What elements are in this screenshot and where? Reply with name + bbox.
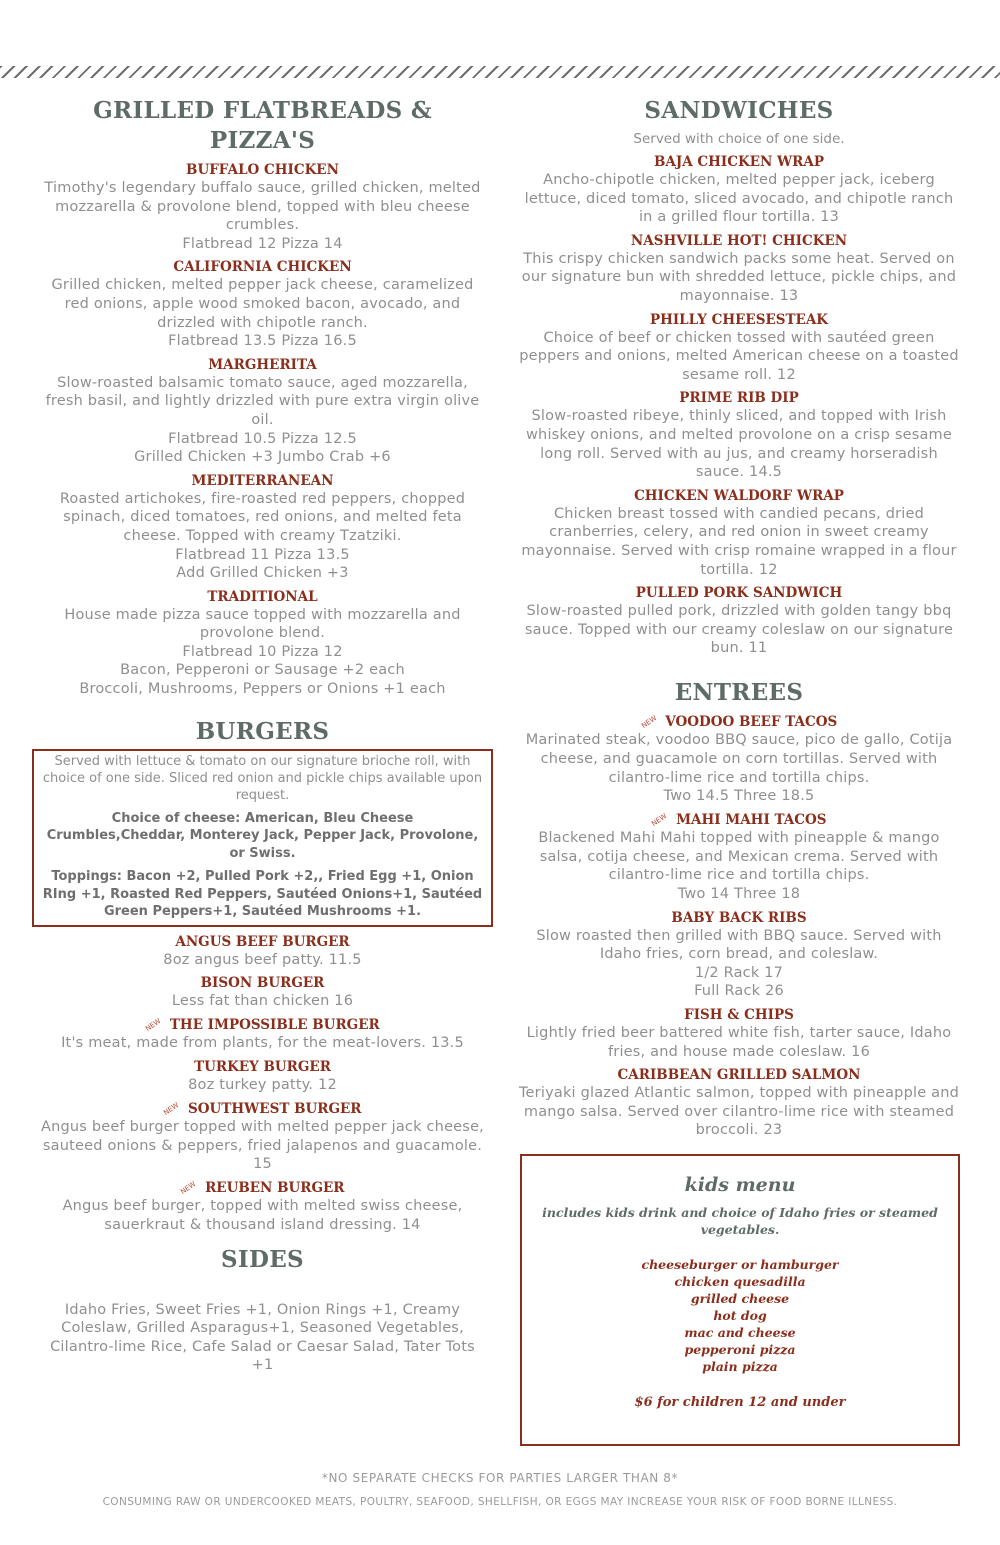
menu-item-name [40,258,485,276]
menu-item-name [518,153,960,171]
menu-item-title: PRIME RIB DIP [679,390,799,407]
menu-item-description: Slow-roasted ribeye, thinly sliced, and topped with Irish whiskey onions, and melted provolone on a crisp sesame long roll. Served with au jus, and creamy horseradish sauce. 14.5 [526,408,952,481]
menu-item-name [518,811,960,830]
topping-choices: Toppings: Bacon +2, Pulled Pork +2,, Fried Egg +1, Onion RIng +1, Roasted Red Peppers, Sautéed Onions+1, Sautéed Green Peppers+1, Sautéed Mushrooms +1. [42,869,483,920]
kids-menu-item: plain pizza [702,1359,778,1374]
menu-item-description: Slow-roasted balsamic tomato sauce, aged mozzarella, fresh basil, and lightly drizzled with pure extra virgin olive oil. [45,374,480,428]
menu-item-title: BABY BACK RIBS [671,909,807,926]
cheese-choices: Choice of cheese: American, Bleu Cheese Crumbles,Cheddar, Monterey Jack, Pepper Jack, Provolone, or Swiss. [46,810,479,861]
menu-item-title: CHICKEN WALDORF WRAP [634,487,844,504]
menu-item-title: PHILLY CHEESESTEAK [649,311,829,328]
menu-item-description: Marinated steak, voodoo BBQ sauce, pico de gallo, Cotija cheese, and guacamole on corn tortillas. Served with cilantro-lime rice and tortilla chips. [525,732,953,786]
menu-item-description: Lightly fried beer battered white fish, tarter sauce, Idaho fries, and house made coleslaw. 16 [526,1025,952,1060]
menu-item-description: Teriyaki glazed Atlantic salmon, topped with pineapple and mango salsa. Served over cilantro-lime rice with steamed broccoli. 23 [518,1085,960,1139]
menu-item-name [518,389,960,407]
menu-item-title: VOODOO BEEF TACOS [665,713,838,730]
menu-item-name [518,1006,960,1024]
menu-item-name [518,909,960,927]
menu-item-price: Broccoli, Mushrooms, Peppers or Onions +1 each [79,681,446,698]
flatbreads-title: GRILLED FLATBREADS & PIZZA'S [93,97,432,154]
menu-item-name [40,588,485,606]
menu-item-title: MAHI MAHI TACOS [676,811,827,828]
food-safety-warning: CONSUMING RAW OR UNDERCOOKED MEATS, POULTRY, SEAFOOD, SHELLFISH, OR EGGS MAY INCREASE YOUR RISK OF FOOD BORNE ILLNESS. [102,1496,898,1508]
menu-item-price: 1/2 Rack 17 [694,964,784,981]
menu-item-description: 8oz turkey patty. 12 [188,1076,337,1093]
menu-item-name [40,161,485,179]
menu-item-description: This crispy chicken sandwich packs some heat. Served on our signature bun with shredded lettuce, pickle chips, and mayonnaise. 13 [521,250,957,304]
menu-item-description: Less fat than chicken 16 [171,993,354,1010]
menu-item-name [518,584,960,602]
new-badge: NEW [162,1100,181,1118]
menu-item-name [518,311,960,329]
menu-item-description: 8oz angus beef patty. 11.5 [163,951,362,968]
kids-menu-item: chicken quesadilla [674,1274,806,1289]
menu-item-description: Angus beef burger topped with melted pepper jack cheese, sauteed onions & peppers, fried jalapenos and guacamole. 15 [41,1119,484,1173]
menu-item-description: Chicken breast tossed with candied pecans, dried cranberries, celery, and red onion in sweet creamy mayonnaise. Served with crisp romaine wrapped in a flour tortilla. 12 [521,505,957,578]
sides-title: SIDES [221,1245,304,1273]
menu-item-title: BISON BURGER [200,975,325,992]
menu-item-name [40,974,485,992]
menu-item-price: Two 14.5 Three 18.5 [663,788,815,805]
menu-item-title: SOUTHWEST BURGER [188,1100,362,1117]
menu-item-description: Timothy's legendary buffalo sauce, grilled chicken, melted mozzarella & provolone blend, topped with bleu cheese crumbles. [44,180,481,234]
sides-text: Idaho Fries, Sweet Fries +1, Onion Rings +1, Creamy Coleslaw, Grilled Asparagus+1, Seasoned Vegetables, Cilantro-lime Rice, Cafe Salad or Caesar Salad, Tater Tots +1 [50,1301,475,1374]
kids-menu-title: kids menu [684,1174,796,1196]
kids-menu-item: grilled cheese [690,1291,790,1306]
new-badge: NEW [650,812,669,829]
kids-menu-box [520,1154,960,1446]
menu-item-name [518,1066,960,1084]
menu-item-name [40,356,485,374]
menu-item-description: Roasted artichokes, fire-roasted red peppers, chopped spinach, diced tomatoes, red onions, and melted feta cheese. Topped with creamy Tzatziki. [59,490,466,544]
menu-item-title: ANGUS BEEF BURGER [175,933,350,950]
entrees-title: ENTREES [674,678,804,706]
menu-item-name [518,713,960,732]
menu-item-name [40,472,485,490]
menu-item-price: Two 14 Three 18 [677,886,801,903]
sandwiches-title: SANDWICHES [644,97,834,124]
sandwiches-subtitle: Served with choice of one side. [633,131,845,147]
menu-item-name [40,933,485,951]
menu-item-price: Flatbread 12 Pizza 14 [182,235,343,252]
menu-item-title: BAJA CHICKEN WRAP [653,154,825,170]
sandwich-list [518,153,960,658]
burgers-title: BURGERS [195,717,330,745]
new-badge: NEW [179,1180,198,1197]
menu-item-name [40,1016,485,1035]
menu-item-price: Flatbread 10 Pizza 12 [182,643,343,660]
kids-menu-item: hot dog [713,1308,767,1323]
menu-item-title: CALIFORNIA CHICKEN [173,259,352,276]
menu-item-title: THE IMPOSSIBLE BURGER [169,1016,380,1033]
menu-item-description: Grilled chicken, melted pepper jack cheese, caramelized red onions, apple wood smoked bacon, avocado, and drizzled with chipotle ranch. [51,277,474,331]
burger-info-box [32,749,493,927]
flatbread-list [40,161,485,699]
new-badge: NEW [144,1017,163,1034]
menu-item-description: It's meat, made from plants, for the meat-lovers. 13.5 [61,1035,464,1052]
kids-menu-list [522,1256,958,1375]
menu-item-title: TURKEY BURGER [194,1058,331,1075]
menu-item-name [40,1100,485,1119]
menu-item-description: Angus beef burger, topped with melted swiss cheese, sauerkraut & thousand island dressing. 14 [62,1198,463,1233]
menu-item-price: Full Rack 26 [694,983,784,1000]
menu-item-description: House made pizza sauce topped with mozzarella and provolone blend. [64,606,461,642]
menu-item-price: Grilled Chicken +3 Jumbo Crab +6 [134,449,391,466]
menu-item-title: MEDITERRANEAN [191,472,334,489]
kids-menu-item: cheeseburger or hamburger [641,1257,839,1272]
burger-list [40,933,485,1235]
menu-item-description: Ancho-chipotle chicken, melted pepper jack, iceberg lettuce, diced tomato, sliced avocado, and chipotle ranch in a grilled flour tortilla. 13 [524,172,954,226]
entree-list [518,713,960,1140]
burger-intro: Served with lettuce & tomato on our signature brioche roll, with choice of one side. Sliced red onion and pickle chips available upon request. [42,753,483,803]
menu-item-price: Flatbread 11 Pizza 13.5 [175,546,350,563]
menu-item-description: Choice of beef or chicken tossed with sautéed green peppers and onions, melted American cheese on a toasted sesame roll. 12 [519,329,959,383]
left-column [40,96,485,1375]
menu-item-description: Slow-roasted pulled pork, drizzled with golden tangy bbq sauce. Topped with our creamy coleslaw on our signature bun. 11 [524,603,954,657]
menu-item-description: Slow roasted then grilled with BBQ sauce. Served with Idaho fries, corn bread, and coleslaw. [536,927,942,963]
new-badge: NEW [639,714,659,731]
kids-menu-subtitle: includes kids drink and choice of Idaho fries or steamed vegetables. [542,1205,938,1237]
menu-item-title: CARIBBEAN GRILLED SALMON [617,1067,861,1084]
menu-item-price: Add Grilled Chicken +3 [176,565,349,582]
menu-item-name [518,232,960,250]
kids-menu-price: $6 for children 12 and under [634,1395,846,1410]
menu-item-name [40,1058,485,1076]
menu-item-title: PULLED PORK SANDWICH [635,585,843,602]
zigzag-border [0,66,1000,78]
menu-item-title: FISH & CHIPS [684,1007,794,1023]
menu-item-title: NASHVILLE HOT! CHICKEN [630,232,848,249]
menu-item-title: REUBEN BURGER [205,1179,345,1196]
menu-item-title: TRADITIONAL [207,588,318,605]
separate-checks-note: *NO SEPARATE CHECKS FOR PARTIES LARGER THAN 8* [321,1471,679,1485]
kids-menu-item: pepperoni pizza [684,1342,796,1357]
menu-item-name [40,1179,485,1198]
menu-item-price: Bacon, Pepperoni or Sausage +2 each [120,662,405,679]
menu-item-title: MARGHERITA [208,356,317,373]
menu-item-price: Flatbread 10.5 Pizza 12.5 [168,430,357,447]
menu-item-description: Blackened Mahi Mahi topped with pineapple & mango salsa, cotija cheese, and Mexican crema. Served with cilantro-lime rice and tortilla chips. [538,830,940,884]
menu-item-price: Flatbread 13.5 Pizza 16.5 [168,333,357,350]
menu-item-title: BUFFALO CHICKEN [186,162,339,178]
right-column [518,96,960,1140]
kids-menu-item: mac and cheese [684,1325,796,1340]
menu-item-name [518,487,960,505]
